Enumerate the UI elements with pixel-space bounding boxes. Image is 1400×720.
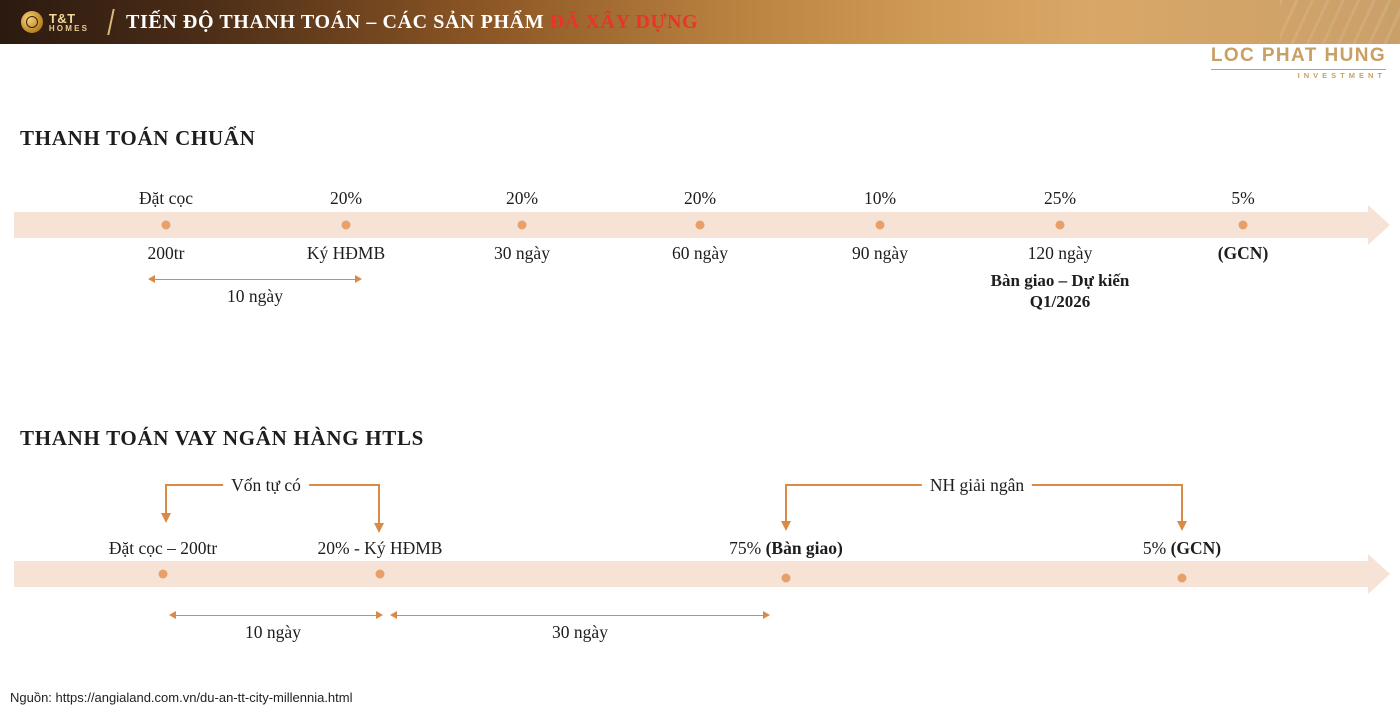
- standard-node-percent: 20%: [683, 188, 717, 208]
- brand-name: T&T: [48, 10, 76, 26]
- tt-homes-emblem-icon: [21, 11, 43, 33]
- standard-node-percent: Đặt cọc: [139, 188, 193, 208]
- standard-node-label: 90 ngày: [852, 243, 908, 263]
- bank-node-label-text: 75%: [729, 538, 766, 558]
- bank-node-dot: [1178, 574, 1187, 583]
- bank-node-label: [109, 538, 217, 559]
- loc-phat-hung-subtitle: INVESTMENT: [1297, 70, 1386, 80]
- bank-node-label: [729, 538, 843, 559]
- bank-measure-line: [397, 615, 763, 616]
- standard-node-dot: [876, 221, 885, 230]
- bank-node-label-emphasis: (Bàn giao): [765, 538, 843, 558]
- standard-node-percent: 5%: [1231, 188, 1255, 208]
- bank-node-label-text: Đặt cọc – 200tr: [108, 538, 218, 558]
- bank-measure-label: 10 ngày: [245, 622, 301, 642]
- section-title-standard: THANH TOÁN CHUẨN: [20, 126, 256, 150]
- bank-node-label-emphasis: (GCN): [1170, 538, 1222, 558]
- standard-node-dot: [342, 221, 351, 230]
- standard-node-label: 200tr: [147, 243, 185, 263]
- standard-node-percent: 20%: [329, 188, 363, 208]
- timeline-band-bank: [14, 561, 1370, 587]
- standard-node-label: 120 ngày: [1027, 243, 1093, 263]
- bank-bracket-disbursement-label: NH giải ngân: [922, 475, 1032, 496]
- standard-node-percent: 10%: [863, 188, 897, 208]
- header-decoration: [1280, 0, 1400, 44]
- standard-measure-line: [155, 279, 355, 280]
- loc-phat-hung-logo: [1211, 46, 1386, 80]
- standard-node-label: Ký HĐMB: [306, 243, 386, 263]
- bank-node-dot: [159, 570, 168, 579]
- loc-phat-hung-name: LOC PHAT HUNG: [1210, 45, 1386, 66]
- bank-node-label-text: 20% - Ký HĐMB: [317, 538, 443, 558]
- bank-node-label: [318, 538, 443, 559]
- page-title-accent: ĐÃ XÂY DỰNG: [549, 10, 699, 33]
- bank-measure-line: [176, 615, 376, 616]
- bank-bracket-equity-label: Vốn tự có: [223, 475, 309, 496]
- standard-node-note: Bàn giao – Dự kiến Q1/2026: [990, 271, 1130, 312]
- bank-node-dot: [376, 570, 385, 579]
- source-note: Nguồn: https://angialand.com.vn/du-an-tt-city-millennia.html: [10, 690, 353, 705]
- page-title-main: TIẾN ĐỘ THANH TOÁN – CÁC SẢN PHẨM: [126, 10, 550, 33]
- page-title: [126, 11, 698, 34]
- standard-node-dot: [162, 221, 171, 230]
- standard-measure-label: 10 ngày: [227, 286, 283, 306]
- bank-node-dot: [782, 574, 791, 583]
- standard-node-dot: [696, 221, 705, 230]
- page-header: [0, 0, 1400, 44]
- bank-node-label: [1143, 538, 1221, 559]
- standard-node-label: 60 ngày: [672, 243, 728, 263]
- loc-phat-hung-rule: [1211, 69, 1386, 70]
- standard-node-label: (GCN): [1217, 243, 1269, 263]
- standard-node-percent: 20%: [505, 188, 539, 208]
- section-title-bank: THANH TOÁN VAY NGÂN HÀNG HTLS: [20, 426, 425, 450]
- standard-node-percent: 25%: [1043, 188, 1077, 208]
- brand-subname: HOMES: [48, 23, 90, 33]
- standard-node-dot: [518, 221, 527, 230]
- standard-node-dot: [1056, 221, 1065, 230]
- timeline-band-standard: [14, 212, 1370, 238]
- tt-homes-logo: [0, 0, 110, 44]
- bank-node-label-text: 5%: [1142, 538, 1171, 558]
- standard-node-label: 30 ngày: [494, 243, 550, 263]
- bank-measure-label: 30 ngày: [552, 622, 608, 642]
- standard-node-dot: [1239, 221, 1248, 230]
